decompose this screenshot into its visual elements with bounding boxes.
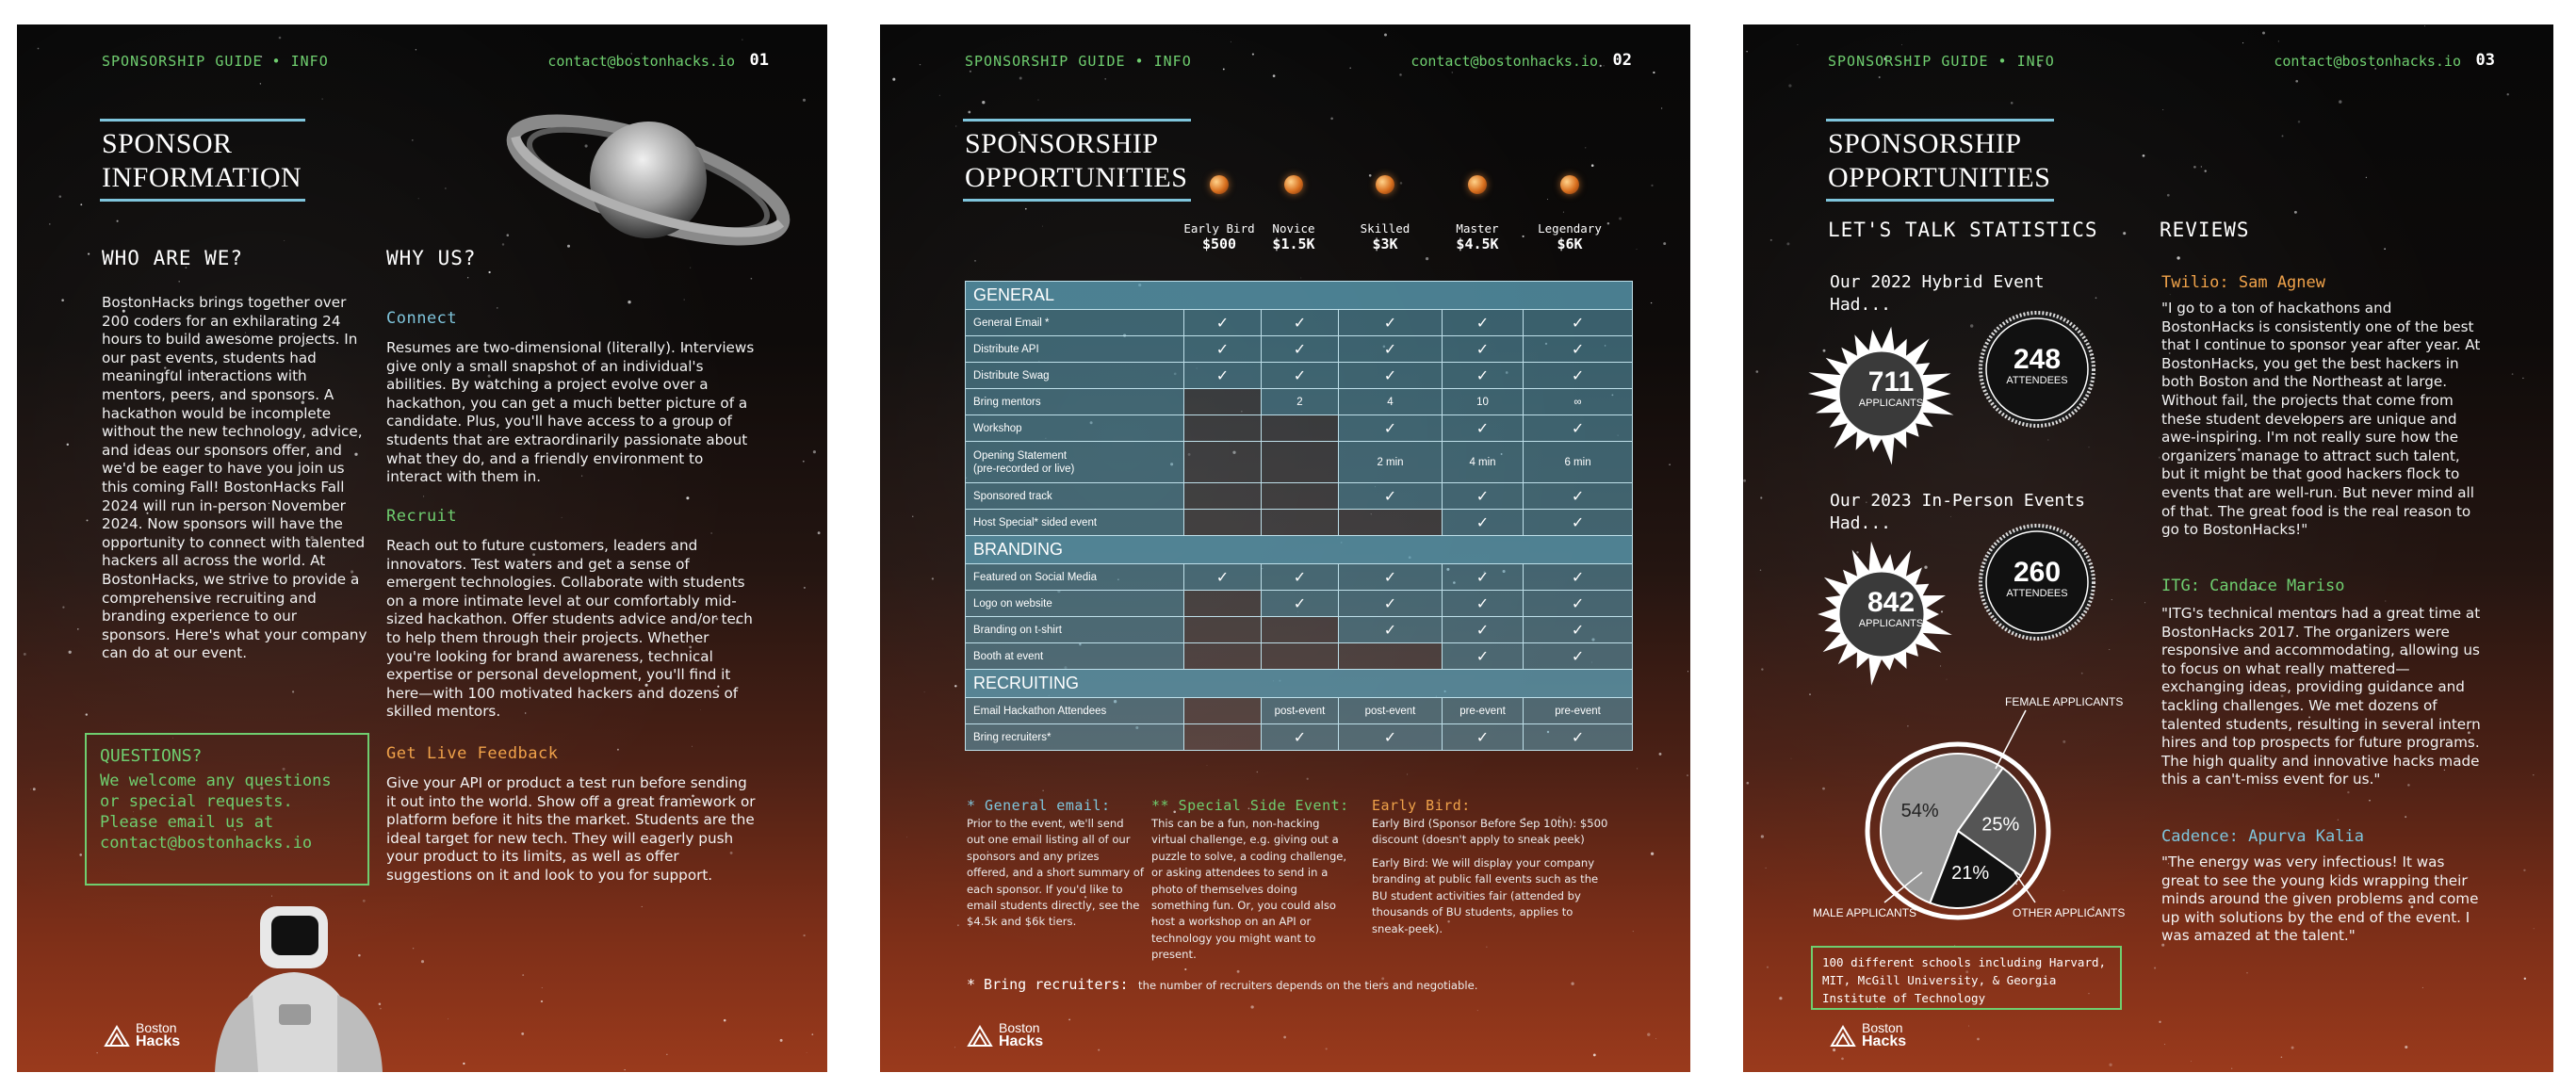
page-title (963, 119, 1191, 202)
header-guide-label: SPONSORSHIP GUIDE • INFO (965, 53, 1192, 70)
table-row-bring-recruiters (966, 724, 1633, 751)
checkmark-icon: ✓ (1339, 591, 1443, 617)
review-itg-heading: ITG: Candace Mariso (2161, 577, 2345, 595)
tier-planet-icon (1284, 175, 1303, 194)
row-label-text: Opening Statement (973, 449, 1068, 462)
logo-mark-icon (967, 1023, 993, 1048)
checkmark-icon: ✓ (1184, 363, 1262, 389)
hybrid-event-heading: Our 2022 Hybrid Event Had... (1830, 272, 2045, 315)
table-cell (1262, 442, 1339, 483)
checkmark-icon: ✓ (1443, 617, 1524, 643)
table-row-label (966, 698, 1184, 724)
table-category-row (966, 536, 1633, 564)
tier-name: Novice (1272, 221, 1315, 236)
row-label-text: General Email * (973, 317, 1050, 329)
table-cell (1184, 617, 1262, 643)
review-twilio-heading: Twilio: Sam Agnew (2161, 273, 2325, 292)
table-cell (1184, 415, 1262, 442)
table-row-booth-at-event (966, 643, 1633, 670)
recruit-heading: Recruit (386, 507, 458, 526)
statistics-heading: LET'S TALK STATISTICS (1828, 219, 2098, 241)
pie-label-female: FEMALE APPLICANTS (2005, 695, 2124, 708)
row-label-text: Bring recruiters* (973, 731, 1052, 743)
logo-line-1: Boston (999, 1020, 1040, 1035)
get-live-feedback-heading: Get Live Feedback (386, 744, 559, 763)
tier-name: Early Bird (1183, 221, 1255, 236)
title-line-2: OPPORTUNITIES (965, 162, 1188, 193)
row-label-text: Distribute API (973, 343, 1039, 355)
in-person-attendees-label: ATTENDEES (2006, 588, 2068, 599)
row-label-text: Sponsored track (973, 490, 1052, 502)
checkmark-icon: ✓ (1262, 564, 1339, 591)
table-row-label (966, 363, 1184, 389)
why-us-heading: WHY US? (386, 247, 477, 269)
checkmark-icon: ✓ (1524, 336, 1633, 363)
table-cell (1262, 617, 1339, 643)
table-cell (1184, 724, 1262, 751)
checkmark-icon: ✓ (1184, 310, 1262, 336)
table-row-label (966, 617, 1184, 643)
table-row-logo-on-website (966, 591, 1633, 617)
table-cell: post-event (1262, 698, 1339, 724)
table-cell: 4 (1339, 389, 1443, 415)
title-line-2: OPPORTUNITIES (1828, 162, 2051, 193)
table-row-sponsored-track (966, 483, 1633, 510)
tier-price: $3K (1372, 236, 1398, 252)
logo-line-2: Hacks (1862, 1033, 1907, 1049)
table-category-label: BRANDING (966, 536, 1633, 564)
tier-price: $1.5K (1272, 236, 1315, 252)
recruit-text: Reach out to future customers, leaders and innovators. Test waters and get a sense of emergent technologies. Collaborate with students on a more intimate level at our comfortably mid-sized hackathon. Offer students advice and/or tech to help them through their projects. Whether you're looking for brand awareness, technical expertise or personal development, you'll find it here—with 100 motivated hackers and dozens of skilled mentors. (386, 537, 753, 721)
logo-line-2: Hacks (136, 1033, 181, 1049)
table-row-featured-on-social-media (966, 564, 1633, 591)
checkmark-icon: ✓ (1524, 310, 1633, 336)
row-label-text: Bring mentors (973, 396, 1041, 408)
note-early-bird-text-1: Early Bird (Sponsor Before Sep 10th): $500 discount (doesn't apply to sneak peek) (1372, 817, 1608, 847)
pie-label-other: OTHER APPLICANTS (2013, 906, 2126, 919)
logo-line-2: Hacks (999, 1033, 1044, 1049)
checkmark-icon: ✓ (1524, 564, 1633, 591)
checkmark-icon: ✓ (1262, 591, 1339, 617)
table-cell: 2 (1262, 389, 1339, 415)
table-cell (1184, 483, 1262, 510)
checkmark-icon: ✓ (1339, 336, 1443, 363)
checkmark-icon: ✓ (1339, 564, 1443, 591)
table-row-distribute-api (966, 336, 1633, 363)
checkmark-icon: ✓ (1443, 643, 1524, 670)
table-row-host-special-sided-event (966, 510, 1633, 536)
note-general-email-heading: * General email: (967, 797, 1111, 814)
checkmark-icon: ✓ (1443, 310, 1524, 336)
table-row-workshop (966, 415, 1633, 442)
checkmark-icon: ✓ (1443, 591, 1524, 617)
checkmark-icon: ✓ (1443, 415, 1524, 442)
page-sponsor-information (17, 24, 827, 1072)
tier-legendary (1527, 220, 1612, 252)
logo-line-1: Boston (1862, 1020, 1903, 1035)
table-cell (1184, 442, 1262, 483)
note-bring-recruiters-text: the number of recruiters depends on the tiers and negotiable. (1138, 979, 1478, 992)
who-are-we-heading: WHO ARE WE? (102, 247, 244, 269)
hybrid-attendees-label: ATTENDEES (2006, 375, 2068, 386)
note-general-email-text: Prior to the event, we'll send out one email listing all of our sponsors and any prizes offered, and a short summary of each sponsor. If you'd like to email students directly, see the $4.5k and $6k tiers. (967, 817, 1144, 929)
pie-label-male: MALE APPLICANTS (1813, 906, 1917, 919)
review-itg-text: "ITG's technical mentors had a great time at BostonHacks 2017. The organizers were responsive and accommodating, allowing us to focus on what really mattered—exchanging ideas, providing guidance and tackling challenges. We met dozens of talented students, resulting in several intern hires and top prospects for future programs. The high quality and innovative hacks made this a can't-miss event for us." (2161, 605, 2481, 788)
who-are-we-text: BostonHacks brings together over 200 coders for an exhilarating 24 hours to build awesome projects. In our past events, students had meaningful interactions with mentors, peers, and sponsors. A hackathon would be incomplete without the new technology, advice, and ideas our sponsors offer, and we'd be eager to have you join us this coming Fall! BostonHacks Fall 2024 will run in-person November 2024. Now sponsors will have the opportunity to connect with talented hackers all across the world. At BostonHacks, we strive to provide a comprehensive recruiting and branding experience to our sponsors. Here's what your company can do at our event. (102, 294, 367, 662)
logo-mark-icon (1830, 1023, 1856, 1048)
checkmark-icon: ✓ (1524, 415, 1633, 442)
checkmark-icon: ✓ (1339, 363, 1443, 389)
row-label-text: Distribute Swag (973, 369, 1050, 382)
checkmark-icon: ✓ (1524, 483, 1633, 510)
row-label-subtext: (pre-recorded or live) (973, 463, 1075, 475)
bostonhacks-logo (1830, 1021, 1906, 1048)
schools-box: 100 different schools including Harvard, MIT, McGill University, & Georgia Institute of Technology (1811, 946, 2122, 1010)
table-cell: pre-event (1443, 698, 1524, 724)
table-cell (1184, 510, 1262, 536)
saturn-illustration (497, 100, 799, 260)
table-row-label (966, 389, 1184, 415)
checkmark-icon: ✓ (1184, 336, 1262, 363)
checkmark-icon: ✓ (1524, 510, 1633, 536)
note-early-bird-text-2: Early Bird: We will display your company branding at public fall events such as the BU student activities fair (attended by thousands of BU students, applies to sneak-peek). (1372, 856, 1599, 935)
review-cadence-heading: Cadence: Apurva Kalia (2161, 827, 2364, 846)
tier-master (1435, 220, 1520, 252)
table-cell (1339, 643, 1443, 670)
table-cell: 2 min (1339, 442, 1443, 483)
title-line-1: SPONSOR (102, 128, 233, 159)
checkmark-icon: ✓ (1339, 310, 1443, 336)
tier-price: $6K (1557, 236, 1583, 252)
table-row-email-hackathon-attendees (966, 698, 1633, 724)
header-email[interactable]: contact@bostonhacks.io (547, 53, 735, 70)
review-cadence-text: "The energy was very infectious! It was great to see the young kids wrapping their minds around the given problems and come up with solutions by the end of the event. I was amazed at the talent." (2161, 853, 2479, 945)
logo-mark-icon (104, 1023, 130, 1048)
tier-early-bird (1177, 220, 1262, 252)
page-number: 01 (749, 51, 769, 70)
table-cell (1262, 643, 1339, 670)
pie-slice-other-label: 21% (1951, 863, 1990, 884)
table-row-general-email (966, 310, 1633, 336)
table-cell: 6 min (1524, 442, 1633, 483)
in-person-applicants-count: 842 (1867, 587, 1916, 618)
row-label-text: Featured on Social Media (973, 571, 1098, 583)
checkmark-icon: ✓ (1524, 591, 1633, 617)
checkmark-icon: ✓ (1262, 310, 1339, 336)
checkmark-icon: ✓ (1524, 363, 1633, 389)
note-special-side-event-heading: ** Special Side Event: (1151, 797, 1349, 814)
table-cell (1184, 591, 1262, 617)
page-sponsorship-opportunities-table (880, 24, 1690, 1072)
astronaut-illustration (196, 901, 413, 1072)
table-row-label (966, 442, 1184, 483)
pie-slice-male-label: 54% (1900, 801, 1939, 822)
table-row-label (966, 336, 1184, 363)
tier-skilled (1343, 220, 1427, 252)
row-label-text: Logo on website (973, 597, 1052, 610)
table-row-label (966, 310, 1184, 336)
table-row-branding-on-t-shirt (966, 617, 1633, 643)
table-cell: ∞ (1524, 389, 1633, 415)
table-row-label (966, 510, 1184, 536)
header-guide-label: SPONSORSHIP GUIDE • INFO (1828, 53, 2055, 70)
hybrid-applicants-label: APPLICANTS (1858, 398, 1924, 409)
checkmark-icon: ✓ (1443, 564, 1524, 591)
in-person-attendees-count: 260 (2013, 557, 2062, 588)
row-label-text: Email Hackathon Attendees (973, 705, 1107, 717)
table-row-label (966, 483, 1184, 510)
header-email[interactable]: contact@bostonhacks.io (2274, 53, 2461, 70)
table-cell: 4 min (1443, 442, 1524, 483)
row-label-text: Branding on t-shirt (973, 624, 1062, 636)
table-row-label (966, 415, 1184, 442)
page-number: 02 (1612, 51, 1632, 70)
table-cell: 10 (1443, 389, 1524, 415)
table-row-distribute-swag (966, 363, 1633, 389)
tier-planet-icon (1468, 175, 1487, 194)
table-cell (1262, 483, 1339, 510)
tier-novice (1251, 220, 1336, 252)
sponsorship-tier-table (965, 281, 1633, 751)
questions-text: We welcome any questions or special requests. Please email us at contact@bostonhacks.io (100, 772, 332, 853)
table-row-opening-statement (966, 442, 1633, 483)
page-title (100, 119, 305, 202)
table-row-label (966, 591, 1184, 617)
logo-line-1: Boston (136, 1020, 177, 1035)
note-early-bird-heading: Early Bird: (1372, 797, 1471, 814)
checkmark-icon: ✓ (1262, 724, 1339, 751)
hybrid-applicants-count: 711 (1867, 366, 1915, 398)
hybrid-attendees-count: 248 (2013, 344, 2062, 375)
tier-planet-icon (1210, 175, 1229, 194)
checkmark-icon: ✓ (1339, 415, 1443, 442)
tier-planet-icon (1560, 175, 1579, 194)
table-cell (1339, 510, 1443, 536)
bostonhacks-logo (967, 1021, 1043, 1048)
tier-price: $500 (1201, 236, 1237, 252)
table-cell: post-event (1339, 698, 1443, 724)
questions-title: QUESTIONS? (100, 746, 203, 766)
table-category-row (966, 282, 1633, 310)
table-cell: pre-event (1524, 698, 1633, 724)
connect-text: Resumes are two-dimensional (literally). Interviews give only a small snapshot of an individual's abilities. By watching a project evolve over a hackathon, you can get a much better picture of a candidate. Plus, you'll have access to a group of students that are extraordinarily passionate about what they do, and a friendly environment to interact with them in. (386, 339, 755, 486)
title-line-1: SPONSORSHIP (965, 128, 1159, 159)
table-row-label (966, 724, 1184, 751)
checkmark-icon: ✓ (1339, 483, 1443, 510)
connect-heading: Connect (386, 309, 458, 328)
page-number: 03 (2475, 51, 2495, 70)
tier-name: Legendary (1538, 221, 1602, 236)
note-bring-recruiters (967, 976, 1477, 994)
tier-price: $4.5K (1456, 236, 1499, 252)
table-category-row (966, 670, 1633, 698)
checkmark-icon: ✓ (1443, 336, 1524, 363)
checkmark-icon: ✓ (1524, 617, 1633, 643)
tier-name: Skilled (1360, 221, 1410, 236)
note-special-side-event-text: This can be a fun, non-hacking virtual challenge, e.g. giving out a puzzle to solve, a coding challenge, or asking attendees to send in a photo of themselves doing something fun. Or, you could also host a workshop on an API or technology you might want to present. (1151, 817, 1347, 962)
checkmark-icon: ✓ (1443, 483, 1524, 510)
checkmark-icon: ✓ (1443, 510, 1524, 536)
table-category-label: RECRUITING (966, 670, 1633, 698)
bostonhacks-logo (104, 1021, 180, 1048)
pie-slice-female-label: 25% (1981, 814, 2020, 836)
row-label-text: Host Special* sided event (973, 516, 1098, 528)
table-row-label (966, 564, 1184, 591)
row-label-text: Booth at event (973, 650, 1044, 662)
table-cell (1262, 415, 1339, 442)
table-cell (1184, 643, 1262, 670)
checkmark-icon: ✓ (1443, 724, 1524, 751)
checkmark-icon: ✓ (1443, 363, 1524, 389)
checkmark-icon: ✓ (1184, 564, 1262, 591)
table-row-bring-mentors (966, 389, 1633, 415)
header-email[interactable]: contact@bostonhacks.io (1410, 53, 1598, 70)
in-person-applicants-label: APPLICANTS (1858, 618, 1924, 629)
checkmark-icon: ✓ (1339, 724, 1443, 751)
table-cell (1262, 510, 1339, 536)
review-twilio-text: "I go to a ton of hackathons and BostonHacks is consistently one of the best that I continue to sponsor year after year. At BostonHacks, you get the best hackers in both Boston and the Northeast at large. Without fail, the projects that come from these student developers are unique and awe-inspiring. I'm not really sure how the organizers manage to attract such talent, but it might be that good hackers flock to events that are well-run. But never mind all of that. The great food is the real reason to go to BostonHacks!" (2161, 300, 2481, 539)
table-cell (1184, 389, 1262, 415)
tier-planet-icon (1376, 175, 1394, 194)
header-guide-label: SPONSORSHIP GUIDE • INFO (102, 53, 329, 70)
table-cell (1184, 698, 1262, 724)
checkmark-icon: ✓ (1524, 724, 1633, 751)
checkmark-icon: ✓ (1339, 617, 1443, 643)
checkmark-icon: ✓ (1524, 643, 1633, 670)
title-line-1: SPONSORSHIP (1828, 128, 2022, 159)
reviews-heading: REVIEWS (2160, 219, 2250, 241)
in-person-event-heading: Our 2023 In-Person Events Had... (1830, 491, 2085, 533)
table-row-label (966, 643, 1184, 670)
questions-box (85, 733, 369, 886)
table-category-label: GENERAL (966, 282, 1633, 310)
row-label-text: Workshop (973, 422, 1022, 434)
tier-name: Master (1456, 221, 1499, 236)
note-bring-recruiters-heading: * Bring recruiters: (967, 976, 1129, 993)
checkmark-icon: ✓ (1262, 363, 1339, 389)
get-live-feedback-text: Give your API or product a test run before sending it out into the world. Show off a great framework or platform before it hits the market. Students are the ideal target for new tech. They will eagerly push your product to its limits, as well as offer suggestions on it and look to you for support. (386, 774, 756, 884)
page-statistics-and-reviews (1743, 24, 2553, 1072)
checkmark-icon: ✓ (1262, 336, 1339, 363)
title-line-2: INFORMATION (102, 162, 302, 193)
